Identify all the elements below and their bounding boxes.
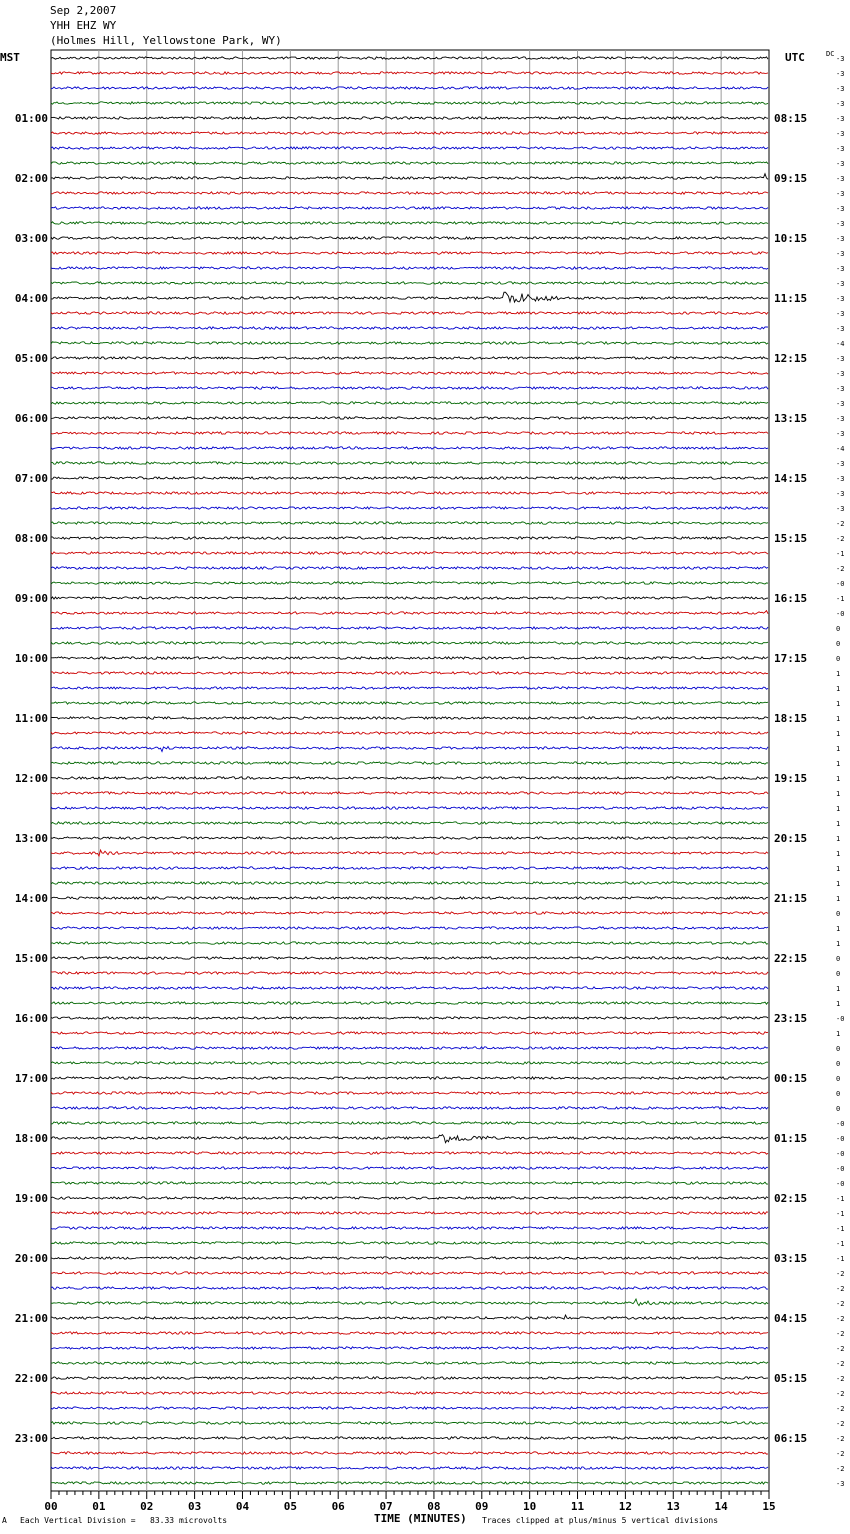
seismic-trace-row xyxy=(51,252,768,254)
dc-offset-label: 1 xyxy=(836,985,841,993)
dc-header-label: DC xyxy=(826,50,835,58)
dc-offset-label: -3 xyxy=(836,265,845,273)
seismic-trace-row xyxy=(51,282,768,284)
seismic-trace-row xyxy=(51,1242,768,1244)
right-hour-label: 16:15 xyxy=(774,592,808,605)
dc-offset-label: -2 xyxy=(836,1435,845,1443)
seismic-trace-row xyxy=(51,402,768,404)
left-hour-label: 18:00 xyxy=(14,1132,48,1145)
footer-scale-note: Each Vertical Division = 83.33 microvolts xyxy=(20,1516,228,1525)
left-hour-label: 10:00 xyxy=(14,652,48,665)
seismic-trace-row xyxy=(51,267,768,269)
x-tick-label: 13 xyxy=(666,1500,680,1513)
left-hour-label: 06:00 xyxy=(14,412,48,425)
left-hour-label: 03:00 xyxy=(14,232,48,245)
dc-offset-label: -3 xyxy=(836,415,845,423)
left-hour-label: 05:00 xyxy=(14,352,48,365)
dc-offset-label: -3 xyxy=(836,100,845,108)
seismic-trace-row xyxy=(51,312,768,314)
x-tick-label: 14 xyxy=(714,1500,728,1513)
left-hour-label: 12:00 xyxy=(14,772,48,785)
seismic-trace-row xyxy=(51,746,768,751)
dc-offset-label: 1 xyxy=(836,730,841,738)
dc-offset-label: 1 xyxy=(836,745,841,753)
seismic-trace-row xyxy=(51,611,768,615)
seismic-trace-row xyxy=(51,192,768,194)
seismic-trace-row xyxy=(51,1002,768,1004)
seismic-trace-row xyxy=(51,162,768,164)
seismic-trace-row xyxy=(51,1422,768,1424)
seismic-trace-row xyxy=(51,174,768,180)
seismic-trace-row xyxy=(51,447,768,449)
dc-offset-label: -2 xyxy=(836,1345,845,1353)
seismic-trace-row xyxy=(51,1135,768,1143)
x-tick-label: 00 xyxy=(44,1500,58,1513)
dc-offset-label: -2 xyxy=(836,1375,845,1383)
left-hour-label: 02:00 xyxy=(14,172,48,185)
seismic-trace-row xyxy=(51,987,768,989)
seismic-trace-row xyxy=(51,132,768,134)
seismic-trace-row xyxy=(51,102,768,104)
dc-offset-label: -2 xyxy=(836,1360,845,1368)
left-hour-label: 11:00 xyxy=(14,712,48,725)
right-hour-label: 15:15 xyxy=(774,532,808,545)
seismic-trace-row xyxy=(51,912,768,914)
seismic-trace-row xyxy=(51,1047,768,1049)
dc-offset-label: -3 xyxy=(836,220,845,228)
dc-offset-label: -3 xyxy=(836,385,845,393)
seismic-trace-row xyxy=(51,1122,768,1124)
dc-offset-label: 0 xyxy=(836,1060,841,1068)
x-tick-label: 02 xyxy=(140,1500,154,1513)
seismic-trace-row xyxy=(51,57,768,59)
seismic-trace-row xyxy=(51,1182,768,1184)
seismic-trace-row xyxy=(51,807,768,809)
left-hour-label: 14:00 xyxy=(14,892,48,905)
seismic-trace-row xyxy=(51,1212,768,1214)
seismic-trace-row xyxy=(51,222,768,224)
x-tick-label: 08 xyxy=(427,1500,441,1513)
dc-offset-label: -0 xyxy=(836,1150,845,1158)
seismic-trace-row xyxy=(51,882,768,884)
seismic-trace-row xyxy=(51,867,768,869)
header-station: YHH EHZ WY xyxy=(50,19,117,32)
left-hour-label: 09:00 xyxy=(14,592,48,605)
x-tick-label: 11 xyxy=(570,1500,585,1513)
dc-offset-label: 0 xyxy=(836,910,841,918)
dc-offset-label: -0 xyxy=(836,610,845,618)
seismic-trace-row xyxy=(51,732,768,734)
seismic-trace-row xyxy=(51,72,768,74)
seismic-trace-row xyxy=(51,567,768,569)
seismic-trace-row xyxy=(51,1077,768,1079)
right-hour-label: 02:15 xyxy=(774,1192,808,1205)
seismic-trace-row xyxy=(51,972,768,974)
x-tick-label: 09 xyxy=(475,1500,489,1513)
dc-offset-label: -0 xyxy=(836,1135,845,1143)
seismic-trace-row xyxy=(51,850,768,856)
seismic-trace-row xyxy=(51,1227,768,1229)
dc-offset-label: -0 xyxy=(836,1180,845,1188)
right-hour-label: 09:15 xyxy=(774,172,808,185)
dc-offset-label: -3 xyxy=(836,145,845,153)
left-hour-label: 21:00 xyxy=(14,1312,48,1325)
dc-offset-label: -0 xyxy=(836,1015,845,1023)
dc-offset-label: -3 xyxy=(836,1480,845,1488)
left-hour-label: 08:00 xyxy=(14,532,48,545)
left-hour-label: 01:00 xyxy=(14,112,48,125)
x-tick-label: 10 xyxy=(523,1500,537,1513)
dc-offset-label: 1 xyxy=(836,715,841,723)
header-location: (Holmes Hill, Yellowstone Park, WY) xyxy=(50,34,282,47)
right-hour-label: 17:15 xyxy=(774,652,808,665)
seismic-trace-row xyxy=(51,1287,768,1289)
dc-offset-label: -1 xyxy=(836,550,845,558)
trace-group xyxy=(51,57,768,1484)
seismic-trace-row xyxy=(51,477,768,479)
header-date: Sep 2,2007 xyxy=(50,4,117,17)
dc-offset-label: 1 xyxy=(836,1000,841,1008)
seismic-trace-row xyxy=(51,327,768,329)
left-hour-label: 15:00 xyxy=(14,952,48,965)
dc-offset-label: 1 xyxy=(836,820,841,828)
right-hour-label: 18:15 xyxy=(774,712,808,725)
x-tick-label: 04 xyxy=(235,1500,250,1513)
x-tick-label: 15 xyxy=(762,1500,776,1513)
x-axis-title: TIME (MINUTES) xyxy=(374,1512,467,1525)
seismic-trace-row xyxy=(51,1257,768,1259)
plot-frame xyxy=(51,50,769,1491)
seismic-trace-row xyxy=(51,1482,768,1484)
seismic-trace-row xyxy=(51,687,768,689)
dc-offset-label: -0 xyxy=(836,580,845,588)
dc-offset-label: 0 xyxy=(836,1075,841,1083)
dc-offset-label: -2 xyxy=(836,565,845,573)
seismic-trace-row xyxy=(51,837,768,839)
dc-offset-label: -3 xyxy=(836,460,845,468)
left-hour-label: 17:00 xyxy=(14,1072,48,1085)
dc-offset-label: -0 xyxy=(836,1165,845,1173)
right-hour-label: 23:15 xyxy=(774,1012,808,1025)
seismic-trace-row xyxy=(51,1392,768,1394)
seismic-trace-row xyxy=(51,537,768,539)
seismic-trace-row xyxy=(51,1332,768,1334)
seismic-trace-row xyxy=(51,552,768,554)
left-hour-label: 19:00 xyxy=(14,1192,48,1205)
dc-offset-label: -1 xyxy=(836,1225,845,1233)
dc-offset-label: -3 xyxy=(836,400,845,408)
left-hour-label: 23:00 xyxy=(14,1432,48,1445)
x-tick-label: 07 xyxy=(379,1500,393,1513)
dc-offset-label: -3 xyxy=(836,355,845,363)
dc-offset-label: -2 xyxy=(836,1450,845,1458)
right-hour-label: 13:15 xyxy=(774,412,808,425)
seismic-trace-row xyxy=(51,777,768,779)
seismic-trace-row xyxy=(51,1437,768,1439)
seismic-trace-row xyxy=(51,762,768,764)
dc-offset-label: -3 xyxy=(836,70,845,78)
seismic-trace-row xyxy=(51,1107,768,1109)
dc-offset-label: 1 xyxy=(836,760,841,768)
seismic-trace-row xyxy=(51,387,768,389)
seismic-trace-row xyxy=(51,117,768,119)
seismic-trace-row xyxy=(51,627,768,629)
right-hour-label: 20:15 xyxy=(774,832,808,845)
dc-offset-label: 0 xyxy=(836,655,841,663)
right-hour-label: 21:15 xyxy=(774,892,808,905)
dc-offset-label: 1 xyxy=(836,925,841,933)
dc-offset-label: -3 xyxy=(836,310,845,318)
right-hour-label: 12:15 xyxy=(774,352,808,365)
seismic-trace-row xyxy=(51,417,768,419)
seismic-trace-row xyxy=(51,492,768,494)
seismic-trace-row xyxy=(51,292,768,302)
seismic-trace-row xyxy=(51,1362,768,1364)
seismic-trace-row xyxy=(51,237,768,239)
dc-offset-label: 0 xyxy=(836,625,841,633)
dc-offset-label: 0 xyxy=(836,955,841,963)
right-hour-label: 01:15 xyxy=(774,1132,808,1145)
footer-clip-note: Traces clipped at plus/minus 5 vertical divisions xyxy=(482,1516,719,1525)
dc-offset-label: 0 xyxy=(836,640,841,648)
dc-offset-label: -2 xyxy=(836,1420,845,1428)
dc-offset-label: -3 xyxy=(836,475,845,483)
seismic-trace-row xyxy=(51,357,768,359)
right-hour-label: 11:15 xyxy=(774,292,808,305)
seismic-trace-row xyxy=(51,1032,768,1034)
dc-offset-label: -3 xyxy=(836,205,845,213)
seismic-trace-row xyxy=(51,792,768,794)
seismic-trace-row xyxy=(51,1467,768,1469)
x-tick-label: 06 xyxy=(331,1500,345,1513)
seismic-trace-row xyxy=(51,522,768,524)
dc-offset-label: -2 xyxy=(836,1300,845,1308)
dc-offset-label: 1 xyxy=(836,850,841,858)
right-hour-label: 19:15 xyxy=(774,772,808,785)
dc-offset-label: -3 xyxy=(836,190,845,198)
grid-lines xyxy=(51,50,769,1491)
seismic-trace-row xyxy=(51,927,768,929)
x-tick-label: 01 xyxy=(92,1500,106,1513)
left-hour-label: 20:00 xyxy=(14,1252,48,1265)
seismic-trace-row xyxy=(51,897,768,899)
dc-offset-label: 1 xyxy=(836,775,841,783)
seismic-trace-row xyxy=(51,432,768,434)
dc-offset-label: -2 xyxy=(836,535,845,543)
seismic-trace-row xyxy=(51,507,768,509)
seismic-trace-row xyxy=(51,1017,768,1019)
seismic-trace-row xyxy=(51,597,768,599)
x-tick-label: 03 xyxy=(187,1500,202,1513)
seismic-trace-row xyxy=(51,1197,768,1199)
dc-offset-label: -3 xyxy=(836,280,845,288)
dc-offset-label: -3 xyxy=(836,490,845,498)
seismic-trace-row xyxy=(51,1272,768,1274)
dc-offset-label: -3 xyxy=(836,370,845,378)
seismic-trace-row xyxy=(51,1452,768,1454)
seismic-trace-row xyxy=(51,1299,768,1306)
dc-offset-label: -3 xyxy=(836,295,845,303)
dc-offset-label: -3 xyxy=(836,505,845,513)
seismic-trace-row xyxy=(51,1347,768,1349)
dc-offset-label: -2 xyxy=(836,1315,845,1323)
dc-offset-label: 0 xyxy=(836,1105,841,1113)
left-hour-label: 16:00 xyxy=(14,1012,48,1025)
dc-offset-label: -1 xyxy=(836,1255,845,1263)
dc-offset-label: 0 xyxy=(836,1090,841,1098)
seismic-trace-row xyxy=(51,462,768,464)
x-tick-label: 05 xyxy=(283,1500,297,1513)
seismic-trace-row xyxy=(51,702,768,704)
right-hour-label: 08:15 xyxy=(774,112,808,125)
dc-offset-label: -2 xyxy=(836,1285,845,1293)
dc-offset-label: -3 xyxy=(836,115,845,123)
seismic-trace-row xyxy=(51,207,768,209)
dc-offset-label: 1 xyxy=(836,895,841,903)
dc-offset-label: 1 xyxy=(836,1030,841,1038)
right-hour-label: 14:15 xyxy=(774,472,808,485)
right-hour-label: 04:15 xyxy=(774,1312,808,1325)
dc-offset-label: -2 xyxy=(836,1405,845,1413)
dc-offset-label: 1 xyxy=(836,805,841,813)
dc-offset-label: 0 xyxy=(836,1045,841,1053)
seismic-trace-row xyxy=(51,582,768,584)
dc-offset-label: 1 xyxy=(836,835,841,843)
dc-offset-label: -4 xyxy=(836,340,845,348)
dc-offset-label: 1 xyxy=(836,940,841,948)
left-hour-label: 04:00 xyxy=(14,292,48,305)
right-hour-label: 00:15 xyxy=(774,1072,808,1085)
left-timezone-label: MST xyxy=(0,51,20,64)
right-hour-label: 05:15 xyxy=(774,1372,808,1385)
dc-offset-label: 1 xyxy=(836,670,841,678)
seismic-trace-row xyxy=(51,642,768,644)
footer-mark: A xyxy=(2,1516,7,1525)
right-timezone-label: UTC xyxy=(785,51,805,64)
dc-offset-label: -1 xyxy=(836,1240,845,1248)
seismic-trace-row xyxy=(51,147,768,149)
seismic-trace-row xyxy=(51,657,768,659)
seismic-trace-row xyxy=(51,672,768,674)
x-tick-label: 12 xyxy=(618,1500,633,1513)
dc-offset-label: 1 xyxy=(836,700,841,708)
seismic-trace-row xyxy=(51,87,768,89)
left-hour-label: 22:00 xyxy=(14,1372,48,1385)
seismic-trace-row xyxy=(51,1062,768,1064)
seismic-trace-row xyxy=(51,1377,768,1379)
seismic-trace-row xyxy=(51,372,768,374)
left-hour-label: 13:00 xyxy=(14,832,48,845)
dc-offset-label: -2 xyxy=(836,1270,845,1278)
dc-offset-label: -0 xyxy=(836,1120,845,1128)
dc-offset-label: -3 xyxy=(836,55,845,63)
right-hour-label: 10:15 xyxy=(774,232,808,245)
seismic-trace-row xyxy=(51,1407,768,1409)
dc-offset-label: -4 xyxy=(836,445,845,453)
dc-offset-label: -2 xyxy=(836,520,845,528)
dc-offset-label: -1 xyxy=(836,1195,845,1203)
seismic-trace-row xyxy=(51,822,768,824)
seismic-trace-row xyxy=(51,1092,768,1094)
dc-offset-label: -3 xyxy=(836,130,845,138)
left-hour-label: 07:00 xyxy=(14,472,48,485)
seismic-trace-row xyxy=(51,1167,768,1169)
dc-offset-label: -3 xyxy=(836,175,845,183)
dc-offset-label: -2 xyxy=(836,1390,845,1398)
seismic-trace-row xyxy=(51,1315,768,1319)
dc-offset-label: -3 xyxy=(836,430,845,438)
seismic-trace-row xyxy=(51,342,768,344)
dc-offset-label: -3 xyxy=(836,235,845,243)
right-hour-label: 22:15 xyxy=(774,952,808,965)
dc-offset-label: -1 xyxy=(836,595,845,603)
dc-offset-label: -3 xyxy=(836,85,845,93)
seismic-trace-row xyxy=(51,942,768,944)
dc-offset-label: 1 xyxy=(836,880,841,888)
dc-offset-label: 0 xyxy=(836,970,841,978)
right-hour-label: 06:15 xyxy=(774,1432,808,1445)
dc-offset-label: -2 xyxy=(836,1330,845,1338)
dc-offset-label: 1 xyxy=(836,790,841,798)
dc-offset-label: -3 xyxy=(836,325,845,333)
seismic-trace-row xyxy=(51,717,768,719)
dc-offset-label: -1 xyxy=(836,1210,845,1218)
dc-offset-label: -2 xyxy=(836,1465,845,1473)
dc-offset-label: -3 xyxy=(836,160,845,168)
dc-offset-label: 1 xyxy=(836,685,841,693)
dc-offset-label: -3 xyxy=(836,250,845,258)
seismic-trace-row xyxy=(51,957,768,959)
dc-offset-label: 1 xyxy=(836,865,841,873)
right-hour-label: 03:15 xyxy=(774,1252,808,1265)
seismic-trace-row xyxy=(51,1152,768,1154)
